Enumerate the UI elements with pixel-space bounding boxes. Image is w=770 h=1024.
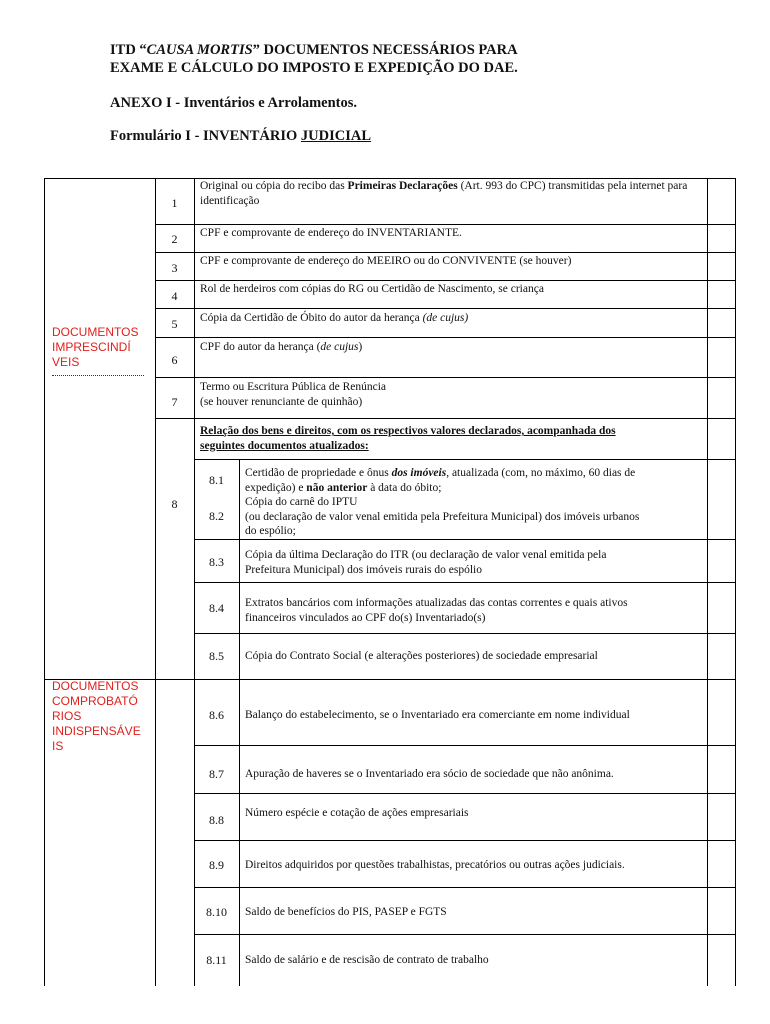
subrow-text-8-5: Cópia do Contrato Social (e alterações posteriores) de sociedade empresarial bbox=[245, 650, 598, 662]
row-number: 3 bbox=[171, 261, 178, 275]
subrow-text-8-3: Cópia da última Declaração do ITR (ou declaração de valor venal emitida pela Prefeitura Municipal) dos imóveis rurais do espólio bbox=[245, 549, 607, 576]
form-heading: Formulário I - INVENTÁRIO JUDICIAL bbox=[110, 128, 372, 144]
anexo-heading: ANEXO I - Inventários e Arrolamentos. bbox=[110, 95, 358, 111]
document-title bbox=[110, 41, 518, 77]
subrow-number: 8.11 bbox=[206, 953, 227, 967]
subrow-text-8-8: Número espécie e cotação de ações empresariais bbox=[245, 807, 469, 819]
row-text-2: CPF e comprovante de endereço do INVENTARIANTE. bbox=[200, 227, 462, 239]
row-text-8: Relação dos bens e direitos, com os respectivos valores declarados, acompanhada dos seguintes documentos atualizados: bbox=[200, 425, 616, 452]
section-divider bbox=[52, 375, 144, 376]
row-text-3: CPF e comprovante de endereço do MEEIRO ou do CONVIVENTE (se houver) bbox=[200, 255, 572, 267]
title-line-1: ITD “CAUSA MORTIS” DOCUMENTOS NECESSÁRIOS PARA bbox=[110, 42, 518, 58]
row-number: 5 bbox=[171, 317, 178, 331]
row-number: 1 bbox=[171, 196, 178, 210]
row-text-6: CPF do autor da herança (de cujus) bbox=[200, 341, 363, 353]
subrow-text-8-4: Extratos bancários com informações atualizadas das contas correntes e quais ativos financeiros vinculados ao CPF do(s) Inventariado(s) bbox=[245, 597, 628, 624]
subrow-text-8-9: Direitos adquiridos por questões trabalhistas, precatórios ou outras ações judiciais. bbox=[245, 859, 625, 871]
section-label-imprescindiveis: DOCUMENTOS IMPRESCINDÍ VEIS bbox=[52, 325, 139, 369]
row-text-4: Rol de herdeiros com cópias do RG ou Certidão de Nascimento, se criança bbox=[200, 283, 544, 295]
subrow-number: 8.4 bbox=[209, 601, 224, 615]
subrow-number: 8.3 bbox=[209, 555, 224, 569]
subrow-text-8-2: Cópia do carnê do IPTU (ou declaração de valor venal emitida pela Prefeitura Municipal) dos imóveis urbanos do espólio; bbox=[245, 496, 640, 537]
row-text-5: Cópia da Certidão de Óbito do autor da herança (de cujus) bbox=[200, 312, 469, 324]
row-number: 7 bbox=[171, 395, 178, 409]
row-text-7: Termo ou Escritura Pública de Renúncia (se houver renunciante de quinhão) bbox=[200, 381, 387, 408]
subrow-number: 8.5 bbox=[209, 649, 224, 663]
row-number: 4 bbox=[171, 289, 178, 303]
subrow-number: 8.7 bbox=[209, 767, 224, 781]
subrow-text-8-7: Apuração de haveres se o Inventariado era sócio de sociedade que não anônima. bbox=[245, 768, 614, 780]
subrow-text-8-6: Balanço do estabelecimento, se o Inventariado era comerciante em nome individual bbox=[245, 709, 630, 721]
subrow-text-8-11: Saldo de salário e de rescisão de contrato de trabalho bbox=[245, 954, 489, 966]
subrow-number: 8.10 bbox=[206, 905, 227, 919]
subrow-text-8-10: Saldo de benefícios do PIS, PASEP e FGTS bbox=[245, 906, 447, 918]
row-text-1: Original ou cópia do recibo das Primeiras Declarações (Art. 993 do CPC) transmitidas pela internet para identificação bbox=[200, 180, 688, 207]
subrow-number: 8.9 bbox=[209, 858, 224, 872]
row-number: 8 bbox=[171, 497, 178, 511]
row-number: 6 bbox=[171, 353, 178, 367]
subrow-number: 8.8 bbox=[209, 813, 224, 827]
row-number: 2 bbox=[171, 232, 178, 246]
subrow-text-8-1: Certidão de propriedade e ônus dos imóveis, atualizada (com, no máximo, 60 dias de expedição) e não anterior à data do óbito; bbox=[245, 467, 636, 494]
title-line-2: EXAME E CÁLCULO DO IMPOSTO E EXPEDIÇÃO DO DAE. bbox=[110, 60, 518, 76]
section-label-comprobatorios: DOCUMENTOS COMPROBATÓ RIOS INDISPENSÁVE IS bbox=[52, 679, 141, 753]
subrow-number: 8.2 bbox=[209, 509, 224, 523]
subrow-number: 8.1 bbox=[209, 473, 224, 487]
subrow-number: 8.6 bbox=[209, 708, 224, 722]
